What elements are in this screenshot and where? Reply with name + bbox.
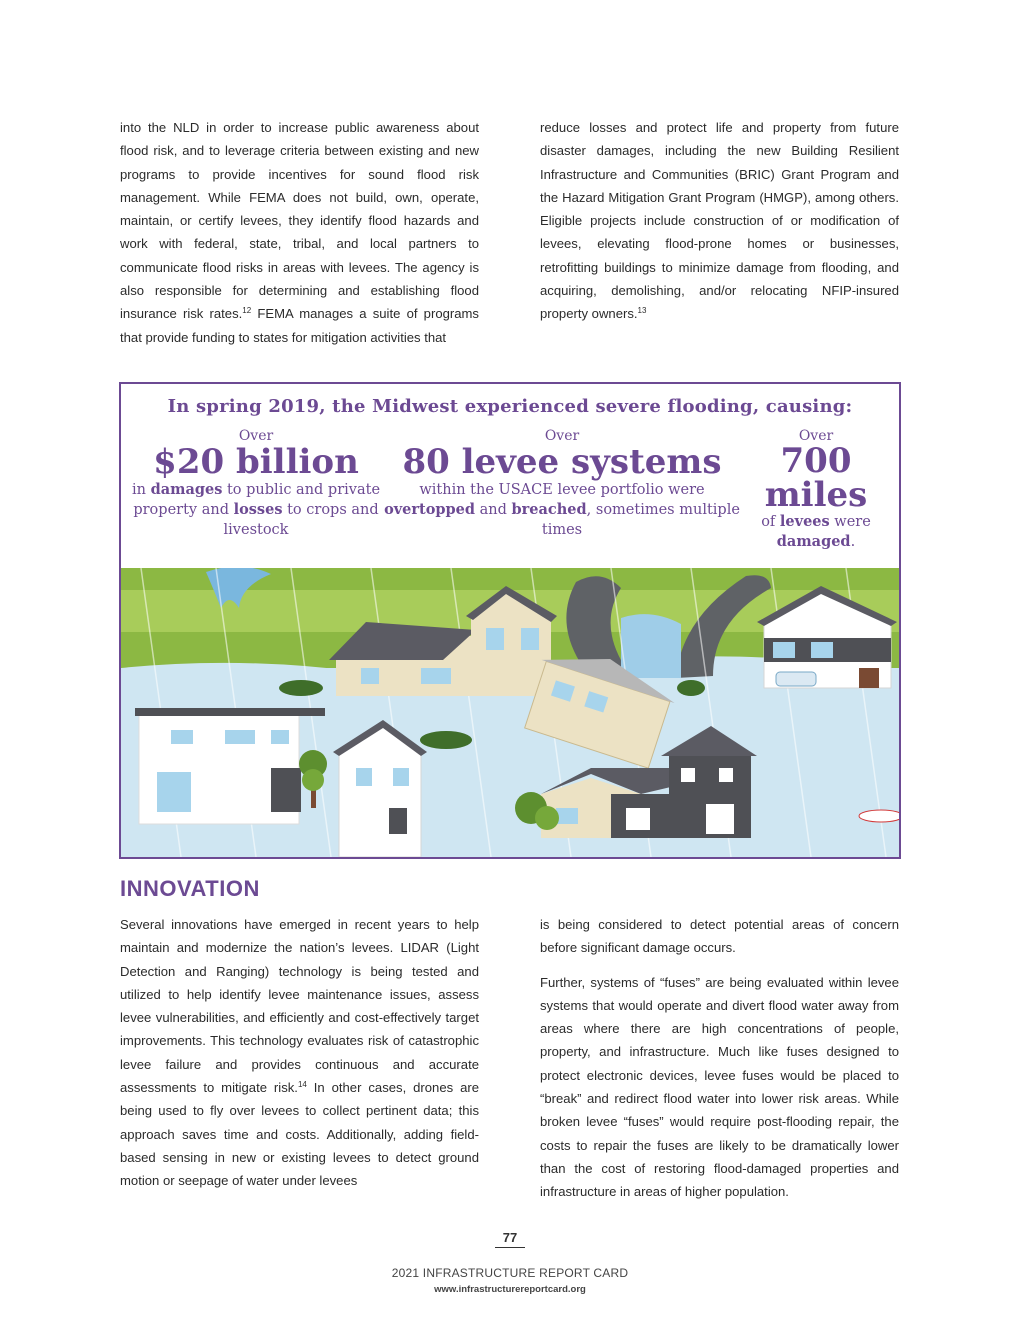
paragraph: reduce losses and protect life and property from future disaster damages, including the new Building Resilient Infrastructure and Communities (BRIC) Grant Program and the Hazard Mitigation Grant Program (HMGP), among others. Eligible projects include construction of or modification of levees, elevating flood-prone homes or businesses, retrofitting buildings to minimize damage from flooding, and acquiring, demolishing, and/or relocating NFIP-insured property owners.$^{13}$	[540, 120, 899, 322]
stat-levee-systems	[383, 428, 741, 540]
section-heading-innovation: INNOVATION	[120, 876, 260, 901]
flood-illustration	[121, 568, 899, 857]
paragraph: into the NLD in order to increase public awareness about flood risk, and to leverage criteria between existing and new programs to provide incentives for sound flood risk management. While FEMA does not build, own, operate, maintain, or certify levees, they identify flood hazards and work with federal, state, tribal, and local partners to communicate flood risks in areas with levees. The agency is also responsible for determining and establishing flood insurance risk rates.$^{12}$ FEMA manages a suite of programs that provide funding to states for mitigation activities that	[120, 120, 479, 345]
house-modern-white	[135, 708, 325, 824]
body-text-column-top-right	[540, 116, 899, 326]
stat-levee-miles	[745, 428, 887, 552]
footer-url-link[interactable]: www.infrastructurereportcard.org	[434, 1284, 586, 1295]
stat-over-label: Over	[798, 428, 834, 444]
body-text-column-top-left	[120, 116, 479, 349]
page-number: 77	[495, 1230, 525, 1248]
stat-damages	[121, 428, 391, 540]
paragraph: Several innovations have emerged in recent years to help maintain and modernize the nation’s levees. LIDAR (Light Detection and Ranging) technology is being tested and utilized to help identify levee maintenance issues, assess levee vulnerabilities, and efficiently and cost-effectively target improvements. This technology evaluates risk of catastrophic levee failure and provides continuous and accurate assessments to mitigate risk.$^{14}$ In other cases, drones are being used to fly over levees to collect pertinent data; this approach saves time and costs. Additionally, adding field-based sensing in new or existing levees to detect ground motion or seepage of water under levees	[120, 917, 479, 1189]
flood-infographic	[119, 382, 901, 859]
stat-over-label: Over	[544, 428, 580, 444]
stat-value: $20 billion	[153, 442, 359, 482]
stat-over-label: Over	[238, 428, 274, 444]
paragraph: is being considered to detect potential areas of concern before significant damage occurs.	[540, 917, 899, 956]
footnote-ref[interactable]: 13	[637, 306, 647, 316]
stat-value: 80 levee systems	[402, 442, 722, 482]
paragraph: Further, systems of “fuses” are being evaluated within levee systems that would operate and divert flood water away from areas where there are high concentrations of people, property, and infrastructure. Much like fuses designed to protect electronic devices, levee fuses would be placed to “break” and redirect flood water into lower risk areas. While broken levee “fuses” would require post-flooding repair, the costs to repair the fuses are likely to be dramatically lower than the cost of restoring flood-damaged properties and infrastructure in areas of higher population.	[540, 974, 899, 1200]
stat-description: within the USACE levee portfolio were overtopped and breached, sometimes multiple times	[384, 482, 740, 538]
submerged-car	[859, 810, 899, 822]
stat-description: in damages to public and private property and losses to crops and livestock	[131, 481, 381, 538]
footnote-ref[interactable]: 14	[297, 1080, 307, 1090]
infographic-headline: In spring 2019, the Midwest experienced severe flooding, causing:	[167, 396, 853, 417]
body-text-column-bottom-left	[120, 913, 479, 1193]
stat-value-line1: 700	[780, 441, 852, 481]
stat-description: of levees were damaged.	[761, 513, 871, 550]
footnote-ref[interactable]: 12	[242, 306, 252, 316]
body-text-column-bottom-right	[540, 913, 899, 1204]
breach-water	[621, 614, 681, 678]
stat-value-line2: miles	[764, 475, 868, 515]
footer-report-title: 2021 INFRASTRUCTURE REPORT CARD	[391, 1266, 629, 1280]
